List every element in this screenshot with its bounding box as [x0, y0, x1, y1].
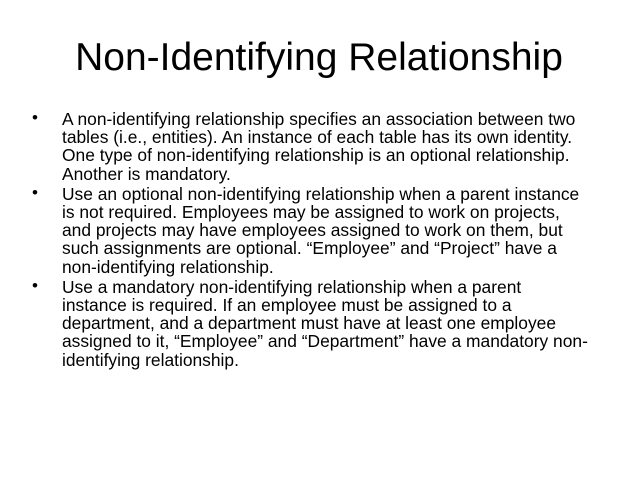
- bullet-icon: •: [32, 275, 38, 295]
- bullet-list: [26, 110, 616, 371]
- bullet-line: tables (i.e., entities). An instance of each table has its own identity.: [62, 127, 573, 148]
- bullet-line: One type of non-identifying relationship is an optional relationship.: [62, 145, 570, 166]
- bullet-line: department, and a department must have at least one employee: [62, 313, 557, 334]
- bullet-line: non-identifying relationship.: [62, 256, 274, 277]
- bullet-line: Another is mandatory.: [62, 163, 231, 184]
- bullet-line: is not required. Employees may be assigned to work on projects,: [62, 202, 560, 223]
- bullet-line: identifying relationship.: [62, 349, 239, 370]
- bullet-line: and projects may have employees assigned to work on them, but: [62, 220, 563, 241]
- bullet-line: assigned to it, “Employee” and “Department” have a mandatory non-: [62, 331, 588, 352]
- slide-title: Non-Identifying Relationship: [75, 36, 563, 79]
- bullet-icon: •: [32, 108, 38, 127]
- bullet-line: A non-identifying relationship specifies an association between two: [62, 109, 576, 129]
- bullet-line: instance is required. If an employee must be assigned to a: [62, 295, 512, 316]
- bullet-item-2: [26, 182, 616, 277]
- bullet-item-1: [26, 110, 616, 183]
- bullet-line: Use a mandatory non-identifying relationship when a parent: [62, 276, 522, 297]
- bullet-item-3: [26, 275, 616, 370]
- bullet-icon: •: [32, 182, 38, 202]
- bullet-line: Use an optional non-identifying relationship when a parent instance: [62, 183, 580, 204]
- bullet-line: such assignments are optional. “Employee” and “Project” have a: [62, 238, 557, 259]
